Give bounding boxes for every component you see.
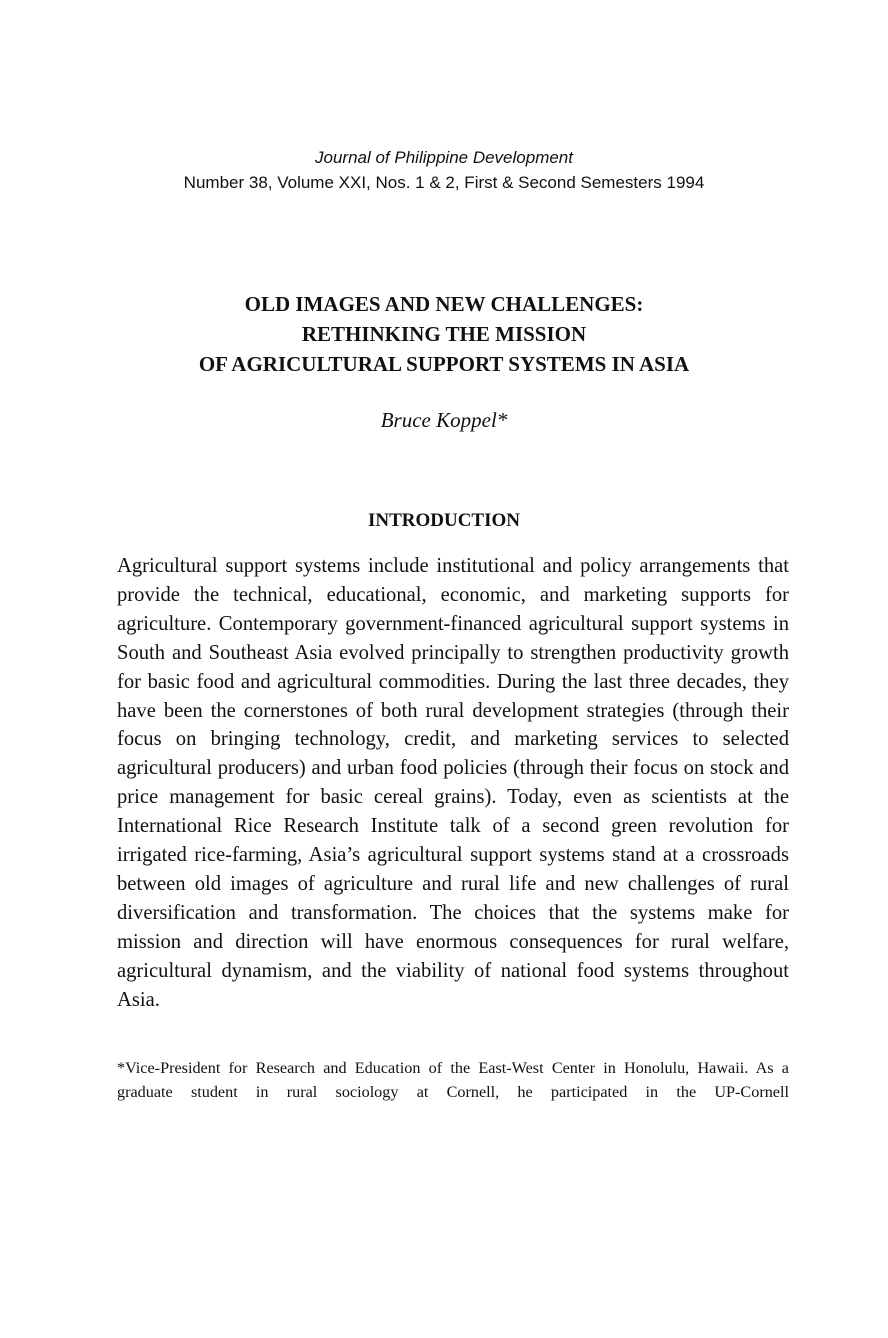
journal-issue: Number 38, Volume XXI, Nos. 1 & 2, First & Second Semesters 1994 [183,173,705,192]
journal-header [0,145,888,195]
author-footnote: *Vice-President for Research and Education of the East-West Center in Honolulu, Hawaii. As a graduate student in rural sociology at Cornell, he participated in the UP-Cornell [117,1059,789,1101]
introduction-paragraph: Agricultural support systems include institutional and policy arrangements that provide the technical, educational, economic, and marketing supports for agriculture. Contemporary government-financed agricultural support systems in South and Southeast Asia evolved principally to strengthen productivity growth for basic food and agricultural commodities. During the last three decades, they have been the cornerstones of both rural development strategies (through their focus on bringing technology, credit, and marketing services to selected agricultural producers) and urban food policies (through their focus on stock and price management for basic cereal grains). Today, even as scientists at the International Rice Research Institute talk of a second green revolution for irrigated rice-farming, Asia’s agricultural support systems stand at a crossroads between old images of agriculture and rural life and new challenges of rural diversification and transformation. The choices that the systems make for mission and direction will have enormous consequences for rural welfare, agricultural dynamism, and the viability of national food systems throughout Asia. [117,555,789,1011]
section-heading: INTRODUCTION [367,509,521,531]
article-title [0,289,888,379]
author-name: Bruce Koppel* [380,408,508,432]
journal-name: Journal of Philippine Development [315,148,573,167]
title-line: RETHINKING THE MISSION [301,322,587,346]
title-line: OF AGRICULTURAL SUPPORT SYSTEMS IN ASIA [198,352,690,376]
title-line: OLD IMAGES AND NEW CHALLENGES: [244,292,644,316]
